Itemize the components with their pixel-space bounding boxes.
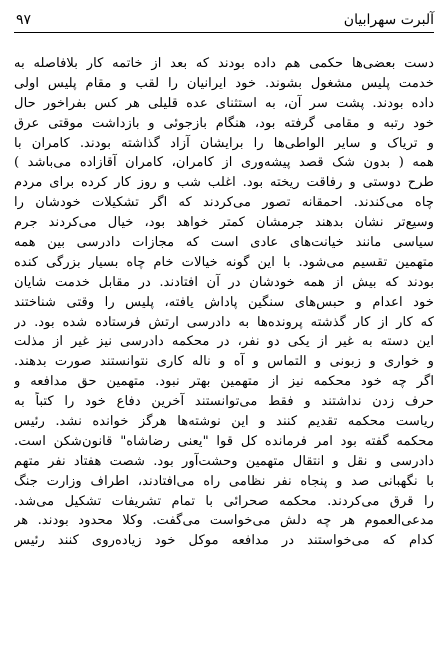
text-line: وسیع‌تر نشان بدهند جرمشان کمتر خواهد بود، خیال می‌کردند جرم: [14, 215, 434, 231]
text-line: که کار از کار گذشته پرونده‌ها به دادرسی ارتش فرستاده شده بود. در: [14, 314, 434, 330]
text-line: طرح دوستی و رفاقت ریخته بود. اغلب شب و روز کار کرده برای مردم: [14, 175, 434, 191]
text-line: دادرسی و نقل و انتقال متهمین وحشت‌آور بود. شصت هفتاد نفر متهم: [14, 453, 434, 469]
text-line: اگر چه خود محکمه نیز از متهمین بهتر نبود. متهمین حق مدافعه و: [14, 374, 434, 390]
text-line: را قرق می‌کردند. محکمه صحرائی با تمام تشریفات تشکیل می‌شد.: [14, 493, 434, 509]
page-header: [14, 8, 434, 33]
page-number: ۹۷: [16, 12, 32, 28]
text-line: خود رتبه و مقامی گرفته بود، هنگام بازجوئی و بازداشت موقتی عرق: [14, 115, 434, 131]
text-line: محکمه گفته بود امر فرمانده کل قوا "یعنی رضاشاه" قانون‌شکن است.: [14, 433, 434, 449]
text-line: دست بعضی‌ها حکمی هم داده بودند که بعد از خاتمه کار بلافاصله به: [14, 56, 434, 71]
text-line: ریاست محکمه تقدیم کنند و این نوشته‌ها هرگز خوانده نشد. رئیس: [14, 414, 434, 430]
text-line: حرف زدن نداشتند و فقط می‌توانستند آخرین دفاع خود را کتباً به: [14, 394, 434, 410]
running-header-title: آلبرت سهرابیان: [343, 12, 434, 28]
text-line: کدام که می‌خواستند در مدافعه موکل خود زیاده‌روی کنند رئیس: [14, 533, 434, 549]
text-line: چاه می‌کندند. احمقانه تصور می‌کردند که اگر تشکیلات خودشان را: [14, 195, 434, 211]
text-line: و تریاک و سایر الواطی‌ها را برایشان آزاد گذاشته بودند. کامران با: [14, 135, 434, 151]
text-line: خدمت پلیس مشغول بشوند. خود ایرانیان را لقب و مقام پلیس اولی: [14, 75, 434, 91]
text-line: این دسته به غیر از یکی دو نفر، در محکمه دادرسی نیز غیر از مذلت: [14, 334, 434, 350]
text-line: متهمین تقسیم می‌شود. با این گونه خیالات خام چاه بسیار بزرگی کنده: [14, 254, 434, 270]
text-line: سیاسی مانند خیانت‌های عادی است که مجازات دادرسی بین همه: [14, 235, 434, 251]
text-line: مدعی‌العموم هر چه دلش می‌خواست می‌گفت. وکلا محدود بودند. هر: [14, 513, 434, 529]
body-text: [14, 54, 434, 551]
text-line: با نگهبانی صد و پنجاه نفر نظامی راه می‌افتادند، اطراف وزارت جنگ: [14, 473, 434, 489]
text-line: داده بودند. پشت سر آن، به استثنای عده قلیلی هر کس بفراخور حال: [14, 95, 434, 111]
text-line: و خواری و زبونی و التماس و آه و ناله کاری نتوانستند صورت بدهند.: [14, 354, 434, 370]
text-line: بودند که بیش از همه خودشان در آن افتادند. در مقابل خدمت شایان: [14, 274, 434, 290]
text-line: خود اعدام و حبس‌های سنگین پاداش یافته، پلیس را وقتی شناختند: [14, 294, 434, 310]
text-line: همه ( بدون شک قصد پیشه‌وری از کامران، کامران آقازاده می‌باشد ): [14, 155, 434, 171]
